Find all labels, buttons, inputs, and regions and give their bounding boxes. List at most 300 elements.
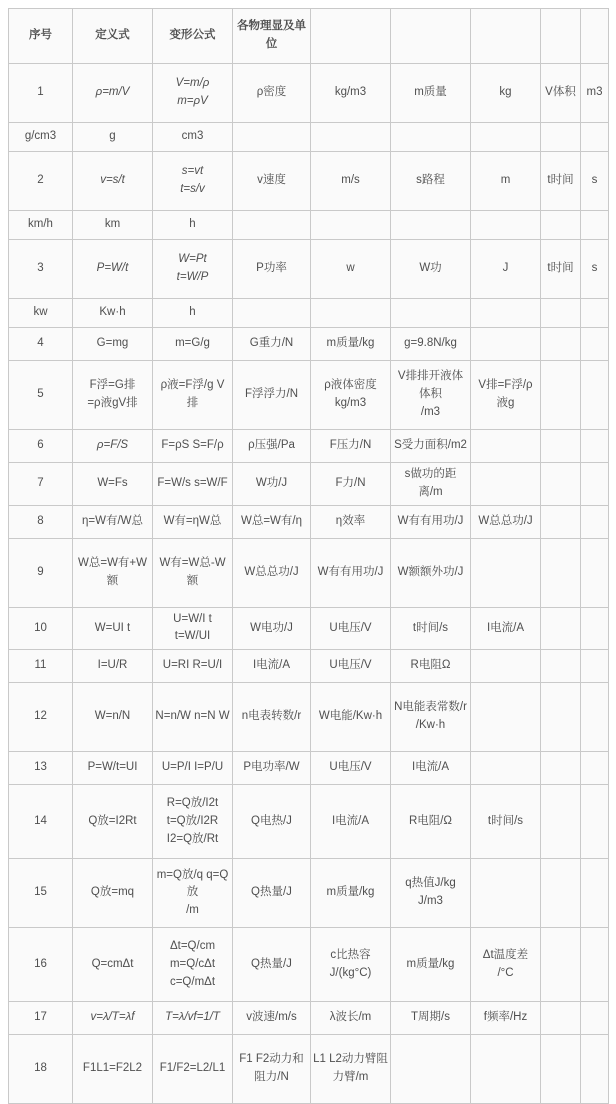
cell-row-2-units-c5 xyxy=(391,211,471,240)
cell-row-14-c3 xyxy=(233,785,311,859)
cell-line: s xyxy=(591,174,598,187)
cell-line: V排=F浮/ρ xyxy=(478,379,533,392)
cell-row-2-c6 xyxy=(471,152,541,211)
cell-row-6-c5 xyxy=(391,430,471,463)
cell-row-9-c1 xyxy=(73,538,153,607)
table-row xyxy=(9,211,609,240)
cell-line: G=mg xyxy=(96,337,129,350)
cell-row-6-c8 xyxy=(581,430,609,463)
cell-line: m xyxy=(500,174,511,187)
cell-line: I电流/A xyxy=(411,761,450,774)
cell-line: F1 F2动力和 xyxy=(239,1053,304,1066)
cell-row-15-c8 xyxy=(581,859,609,928)
cell-row-15-c4 xyxy=(311,859,391,928)
cell-row-2-c3 xyxy=(233,152,311,211)
cell-line: G重力/N xyxy=(249,337,294,350)
cell-row-14-c6 xyxy=(471,785,541,859)
cell-row-18-c4 xyxy=(311,1035,391,1104)
cell-line: R=Q放/I2t xyxy=(166,797,219,810)
table-row xyxy=(9,505,609,538)
cell-row-6-c1 xyxy=(73,430,153,463)
cell-line: t=W/P xyxy=(176,271,209,283)
cell-row-7-c4 xyxy=(311,463,391,506)
cell-row-8-c0 xyxy=(9,505,73,538)
cell-line: F1L1=F2L2 xyxy=(82,1062,143,1075)
cell-line: m=G/g xyxy=(175,337,210,350)
cell-line: W总总功/J xyxy=(244,565,299,578)
cell-line: 1 xyxy=(37,86,44,99)
cell-row-2-c2 xyxy=(153,152,233,211)
cell-row-9-c6 xyxy=(471,538,541,607)
cell-line: N=n/W n=N W xyxy=(155,710,230,723)
cell-line: F力/N xyxy=(335,476,366,489)
cell-row-10-c1 xyxy=(73,607,153,650)
cell-line: ρ液=F浮/g V排 xyxy=(160,379,225,409)
cell-row-3-c0 xyxy=(9,240,73,299)
cell-line: s xyxy=(591,262,598,275)
cell-line: w xyxy=(346,262,355,275)
cell-row-5-c8 xyxy=(581,361,609,430)
cell-line: S受力面积/m2 xyxy=(394,439,467,452)
cell-line: ρ压强/Pa xyxy=(248,439,295,452)
column-header-2: 变形公式 xyxy=(153,9,233,64)
cell-row-8-c3 xyxy=(233,505,311,538)
cell-row-10-c8 xyxy=(581,607,609,650)
cell-line: U电压/V xyxy=(329,621,372,634)
cell-line: 8 xyxy=(37,514,44,527)
cell-line: 17 xyxy=(34,1011,47,1024)
cell-line: λ波长/m xyxy=(329,1011,372,1024)
cell-line: U电压/V xyxy=(329,761,372,774)
cell-line: I2=Q放/Rt xyxy=(166,832,219,845)
cell-line: 18 xyxy=(34,1062,47,1075)
cell-row-1-units-c1 xyxy=(73,123,153,152)
cell-row-17-c7 xyxy=(541,1002,581,1035)
cell-row-1-units-c5 xyxy=(391,123,471,152)
cell-row-3-c8 xyxy=(581,240,609,299)
cell-row-9-c2 xyxy=(153,538,233,607)
cell-row-10-c7 xyxy=(541,607,581,650)
cell-row-12-c7 xyxy=(541,683,581,752)
cell-line: t时间 xyxy=(547,174,574,187)
cell-line: v波速/m/s xyxy=(246,1011,297,1024)
cell-row-18-c6 xyxy=(471,1035,541,1104)
table-row xyxy=(9,928,609,1002)
cell-row-1-units-c3 xyxy=(233,123,311,152)
cell-line: R电阻Ω xyxy=(410,659,451,672)
cell-line: m/s xyxy=(341,174,360,187)
cell-line: I=U/R xyxy=(97,659,128,672)
cell-row-2-c4 xyxy=(311,152,391,211)
cell-row-3-units-c7 xyxy=(541,299,581,328)
cell-line: m质量 xyxy=(414,86,447,99)
cell-line: /m3 xyxy=(420,405,441,418)
cell-row-4-c0 xyxy=(9,328,73,361)
column-header-6 xyxy=(471,9,541,64)
cell-row-9-c8 xyxy=(581,538,609,607)
cell-line: R电阻/Ω xyxy=(408,814,453,827)
cell-row-4-c1 xyxy=(73,328,153,361)
cell-row-17-c8 xyxy=(581,1002,609,1035)
cell-row-10-c3 xyxy=(233,607,311,650)
cell-line: Q放=I2Rt xyxy=(88,814,137,827)
cell-row-15-c2 xyxy=(153,859,233,928)
cell-row-14-c1 xyxy=(73,785,153,859)
cell-line: kg/m3 xyxy=(334,86,367,99)
cell-row-3-units-c5 xyxy=(391,299,471,328)
cell-line: Q热量/J xyxy=(251,957,292,970)
cell-row-12-c0 xyxy=(9,683,73,752)
table-row xyxy=(9,240,609,299)
cell-row-8-c2 xyxy=(153,505,233,538)
cell-line: Q热量/J xyxy=(251,886,292,899)
cell-line: W总总功/J xyxy=(478,514,533,527)
cell-row-3-c1 xyxy=(73,240,153,299)
cell-row-3-units-c1 xyxy=(73,299,153,328)
cell-line: L1 L2动力臂阻 xyxy=(313,1053,388,1066)
cell-row-3-units-c2 xyxy=(153,299,233,328)
cell-row-6-c4 xyxy=(311,430,391,463)
cell-row-1-units-c2 xyxy=(153,123,233,152)
cell-row-5-c3 xyxy=(233,361,311,430)
cell-row-15-c7 xyxy=(541,859,581,928)
cell-row-3-c7 xyxy=(541,240,581,299)
cell-row-17-c2 xyxy=(153,1002,233,1035)
cell-line: kw xyxy=(33,306,48,319)
cell-row-3-c6 xyxy=(471,240,541,299)
cell-line: 3 xyxy=(37,262,44,275)
cell-line: W=n/N xyxy=(94,710,131,723)
cell-line: s做功的距离/m xyxy=(404,468,457,498)
cell-row-14-c2 xyxy=(153,785,233,859)
column-header-3: 各物理显及单位 xyxy=(233,9,311,64)
cell-row-11-c4 xyxy=(311,650,391,683)
cell-row-3-units-c4 xyxy=(311,299,391,328)
cell-line: η=W有/W总 xyxy=(81,514,143,527)
cell-line: F浮=G排 xyxy=(89,379,136,392)
cell-line: 16 xyxy=(34,957,47,970)
cell-row-5-c5 xyxy=(391,361,471,430)
cell-line: m质量/kg xyxy=(326,337,375,350)
cell-line: 2 xyxy=(37,174,44,187)
cell-line: W电功/J xyxy=(250,621,293,634)
cell-row-16-c2 xyxy=(153,928,233,1002)
cell-row-15-c6 xyxy=(471,859,541,928)
table-header-row xyxy=(9,9,609,64)
cell-row-16-c4 xyxy=(311,928,391,1002)
cell-row-2-units-c6 xyxy=(471,211,541,240)
cell-line: U电压/V xyxy=(329,659,372,672)
cell-row-13-c0 xyxy=(9,752,73,785)
cell-row-15-c5 xyxy=(391,859,471,928)
cell-row-2-units-c2 xyxy=(153,211,233,240)
cell-row-1-c6 xyxy=(471,64,541,123)
cell-row-5-c4 xyxy=(311,361,391,430)
cell-row-2-c5 xyxy=(391,152,471,211)
cell-row-6-c6 xyxy=(471,430,541,463)
cell-row-2-units-c8 xyxy=(581,211,609,240)
cell-line: J xyxy=(502,262,509,275)
cell-row-12-c4 xyxy=(311,683,391,752)
cell-line: s路程 xyxy=(416,174,445,187)
cell-row-14-c8 xyxy=(581,785,609,859)
cell-row-3-units-c0 xyxy=(9,299,73,328)
table-row xyxy=(9,361,609,430)
cell-row-11-c5 xyxy=(391,650,471,683)
cell-line: m质量/kg xyxy=(406,957,455,970)
cell-line: 阻力/N xyxy=(254,1071,289,1084)
cell-row-18-c2 xyxy=(153,1035,233,1104)
cell-line: Q电热/J xyxy=(251,814,292,827)
cell-line: 力臂/m xyxy=(332,1071,369,1084)
cell-line: 10 xyxy=(34,621,47,634)
cell-row-1-c4 xyxy=(311,64,391,123)
cell-line: t时间/s xyxy=(487,814,524,827)
cell-line: m=Q放/q q=Q放 xyxy=(156,868,229,899)
cell-row-11-c7 xyxy=(541,650,581,683)
cell-line: kg/m3 xyxy=(334,397,367,409)
cell-line: I电流/A xyxy=(331,814,370,827)
cell-line: 液g xyxy=(496,397,515,409)
cell-line: t时间 xyxy=(547,262,574,275)
cell-row-1-c5 xyxy=(391,64,471,123)
cell-row-13-c5 xyxy=(391,752,471,785)
cell-row-13-c1 xyxy=(73,752,153,785)
cell-row-7-c7 xyxy=(541,463,581,506)
cell-row-12-c2 xyxy=(153,683,233,752)
cell-line: 5 xyxy=(37,388,44,401)
cell-line: F=ρS S=F/ρ xyxy=(161,439,224,452)
cell-line: km xyxy=(104,218,121,231)
cell-row-10-c6 xyxy=(471,607,541,650)
cell-line: 12 xyxy=(34,710,47,723)
cell-line: cm3 xyxy=(181,130,204,143)
cell-line: q热值J/kg J/m3 xyxy=(405,877,456,908)
cell-row-1-units-c0 xyxy=(9,123,73,152)
cell-row-2-c1 xyxy=(73,152,153,211)
cell-row-2-units-c4 xyxy=(311,211,391,240)
cell-row-6-c7 xyxy=(541,430,581,463)
table-row xyxy=(9,650,609,683)
cell-line: η效率 xyxy=(335,514,366,527)
cell-row-14-c7 xyxy=(541,785,581,859)
table-row xyxy=(9,328,609,361)
cell-line: =ρ液gV排 xyxy=(87,397,138,409)
cell-row-13-c7 xyxy=(541,752,581,785)
cell-line: v=s/t xyxy=(100,174,125,187)
cell-row-17-c3 xyxy=(233,1002,311,1035)
cell-line: W=UI t xyxy=(94,621,131,634)
cell-line: h xyxy=(189,306,196,319)
cell-row-12-c3 xyxy=(233,683,311,752)
cell-line: J/(kg°C) xyxy=(329,966,372,979)
cell-row-12-c6 xyxy=(471,683,541,752)
cell-line: g/cm3 xyxy=(24,130,57,143)
cell-line: 13 xyxy=(34,761,47,774)
cell-row-9-c7 xyxy=(541,538,581,607)
cell-row-2-units-c3 xyxy=(233,211,311,240)
cell-row-6-c0 xyxy=(9,430,73,463)
table-row xyxy=(9,1002,609,1035)
table-row xyxy=(9,607,609,650)
cell-line: m3 xyxy=(586,86,603,99)
cell-row-14-c0 xyxy=(9,785,73,859)
cell-line: v=λ/T=λf xyxy=(90,1011,135,1024)
cell-line: v速度 xyxy=(257,174,286,187)
cell-row-7-c1 xyxy=(73,463,153,506)
cell-row-11-c3 xyxy=(233,650,311,683)
cell-row-8-c5 xyxy=(391,505,471,538)
cell-row-18-c5 xyxy=(391,1035,471,1104)
cell-row-17-c5 xyxy=(391,1002,471,1035)
cell-row-14-c5 xyxy=(391,785,471,859)
cell-row-2-units-c0 xyxy=(9,211,73,240)
cell-line: ρ=F/S xyxy=(96,439,129,452)
cell-row-13-c3 xyxy=(233,752,311,785)
table-row xyxy=(9,683,609,752)
cell-row-17-c4 xyxy=(311,1002,391,1035)
table-row xyxy=(9,538,609,607)
cell-line: kg xyxy=(499,86,512,99)
cell-row-8-c7 xyxy=(541,505,581,538)
cell-row-1-c3 xyxy=(233,64,311,123)
cell-line: t=Q放/I2R xyxy=(166,814,219,827)
cell-line: /°C xyxy=(497,966,514,979)
cell-line: s=vt xyxy=(181,165,204,178)
cell-row-2-c7 xyxy=(541,152,581,211)
cell-row-11-c8 xyxy=(581,650,609,683)
cell-row-13-c4 xyxy=(311,752,391,785)
cell-row-1-c1 xyxy=(73,64,153,123)
cell-line: W电能/Kw·h xyxy=(318,710,383,723)
cell-line: T周期/s xyxy=(411,1011,450,1024)
column-header-0: 序号 xyxy=(9,9,73,64)
cell-line: g=9.8N/kg xyxy=(404,337,457,350)
cell-row-15-c0 xyxy=(9,859,73,928)
table-row xyxy=(9,123,609,152)
cell-line: W有=W总-W额 xyxy=(159,556,226,587)
cell-line: V体积 xyxy=(545,86,576,99)
cell-line: Δt温度差 xyxy=(482,948,529,961)
cell-row-1-c7 xyxy=(541,64,581,123)
cell-line: W功/J xyxy=(255,476,288,489)
cell-row-12-c1 xyxy=(73,683,153,752)
cell-line: U=P/I I=P/U xyxy=(161,761,224,774)
cell-line: 11 xyxy=(34,659,47,672)
cell-line: N电能表常数/r xyxy=(394,701,467,714)
cell-line: 6 xyxy=(37,439,44,452)
cell-row-18-c0 xyxy=(9,1035,73,1104)
cell-line: F1/F2=L2/L1 xyxy=(159,1062,226,1075)
cell-row-15-c3 xyxy=(233,859,311,928)
cell-row-7-c2 xyxy=(153,463,233,506)
cell-line: W=Pt xyxy=(178,253,207,266)
cell-row-4-c6 xyxy=(471,328,541,361)
cell-row-6-c2 xyxy=(153,430,233,463)
cell-line: Δt=Q/cm xyxy=(169,940,216,953)
cell-row-16-c0 xyxy=(9,928,73,1002)
cell-row-7-c3 xyxy=(233,463,311,506)
cell-row-11-c0 xyxy=(9,650,73,683)
cell-line: m=ρV xyxy=(177,95,208,107)
cell-row-9-c0 xyxy=(9,538,73,607)
cell-row-12-c8 xyxy=(581,683,609,752)
cell-row-5-c1 xyxy=(73,361,153,430)
cell-row-8-c8 xyxy=(581,505,609,538)
cell-row-11-c1 xyxy=(73,650,153,683)
cell-line: T=λ/vf=1/T xyxy=(165,1011,220,1024)
table-row xyxy=(9,64,609,123)
cell-row-1-units-c8 xyxy=(581,123,609,152)
cell-line: 4 xyxy=(37,337,44,350)
cell-line: 额 xyxy=(106,574,119,587)
cell-line: F压力/N xyxy=(329,439,372,452)
cell-row-3-units-c3 xyxy=(233,299,311,328)
cell-row-4-c5 xyxy=(391,328,471,361)
cell-line: 9 xyxy=(37,565,44,578)
cell-line: I电流/A xyxy=(486,621,525,634)
cell-row-1-units-c7 xyxy=(541,123,581,152)
cell-row-10-c4 xyxy=(311,607,391,650)
table-row xyxy=(9,785,609,859)
cell-row-5-c2 xyxy=(153,361,233,430)
cell-row-4-c3 xyxy=(233,328,311,361)
cell-row-11-c6 xyxy=(471,650,541,683)
cell-row-16-c7 xyxy=(541,928,581,1002)
cell-row-2-c0 xyxy=(9,152,73,211)
cell-row-11-c2 xyxy=(153,650,233,683)
cell-row-10-c0 xyxy=(9,607,73,650)
cell-row-1-units-c4 xyxy=(311,123,391,152)
cell-row-4-c4 xyxy=(311,328,391,361)
cell-row-14-c4 xyxy=(311,785,391,859)
cell-row-18-c3 xyxy=(233,1035,311,1104)
cell-line: W有有用功/J xyxy=(397,514,464,527)
cell-row-9-c3 xyxy=(233,538,311,607)
cell-line: c=Q/mΔt xyxy=(169,975,216,988)
cell-row-7-c8 xyxy=(581,463,609,506)
cell-line: W=Fs xyxy=(97,476,128,489)
cell-line: W功 xyxy=(419,262,442,275)
cell-row-1-c8 xyxy=(581,64,609,123)
cell-line: g xyxy=(109,130,116,143)
cell-row-17-c1 xyxy=(73,1002,153,1035)
cell-row-1-c2 xyxy=(153,64,233,123)
cell-line: V=m/ρ xyxy=(175,77,210,90)
cell-line: P=W/t=UI xyxy=(87,761,138,774)
column-header-1: 定义式 xyxy=(73,9,153,64)
cell-line: Q=cmΔt xyxy=(91,957,134,970)
cell-line: t时间/s xyxy=(412,621,449,634)
cell-row-18-c1 xyxy=(73,1035,153,1104)
cell-row-3-units-c8 xyxy=(581,299,609,328)
cell-row-3-c4 xyxy=(311,240,391,299)
cell-row-3-c5 xyxy=(391,240,471,299)
cell-line: 15 xyxy=(34,886,47,899)
cell-row-6-c3 xyxy=(233,430,311,463)
cell-row-12-c5 xyxy=(391,683,471,752)
cell-line: /Kw·h xyxy=(415,719,446,732)
table-row xyxy=(9,752,609,785)
table-body xyxy=(9,9,609,1104)
cell-row-17-c6 xyxy=(471,1002,541,1035)
cell-line: ρ密度 xyxy=(256,86,287,99)
cell-line: t=s/v xyxy=(180,183,205,195)
cell-row-8-c1 xyxy=(73,505,153,538)
cell-row-15-c1 xyxy=(73,859,153,928)
cell-line: P电功率/W xyxy=(243,761,300,774)
cell-line: U=W/I t t=W/UI xyxy=(173,612,212,643)
